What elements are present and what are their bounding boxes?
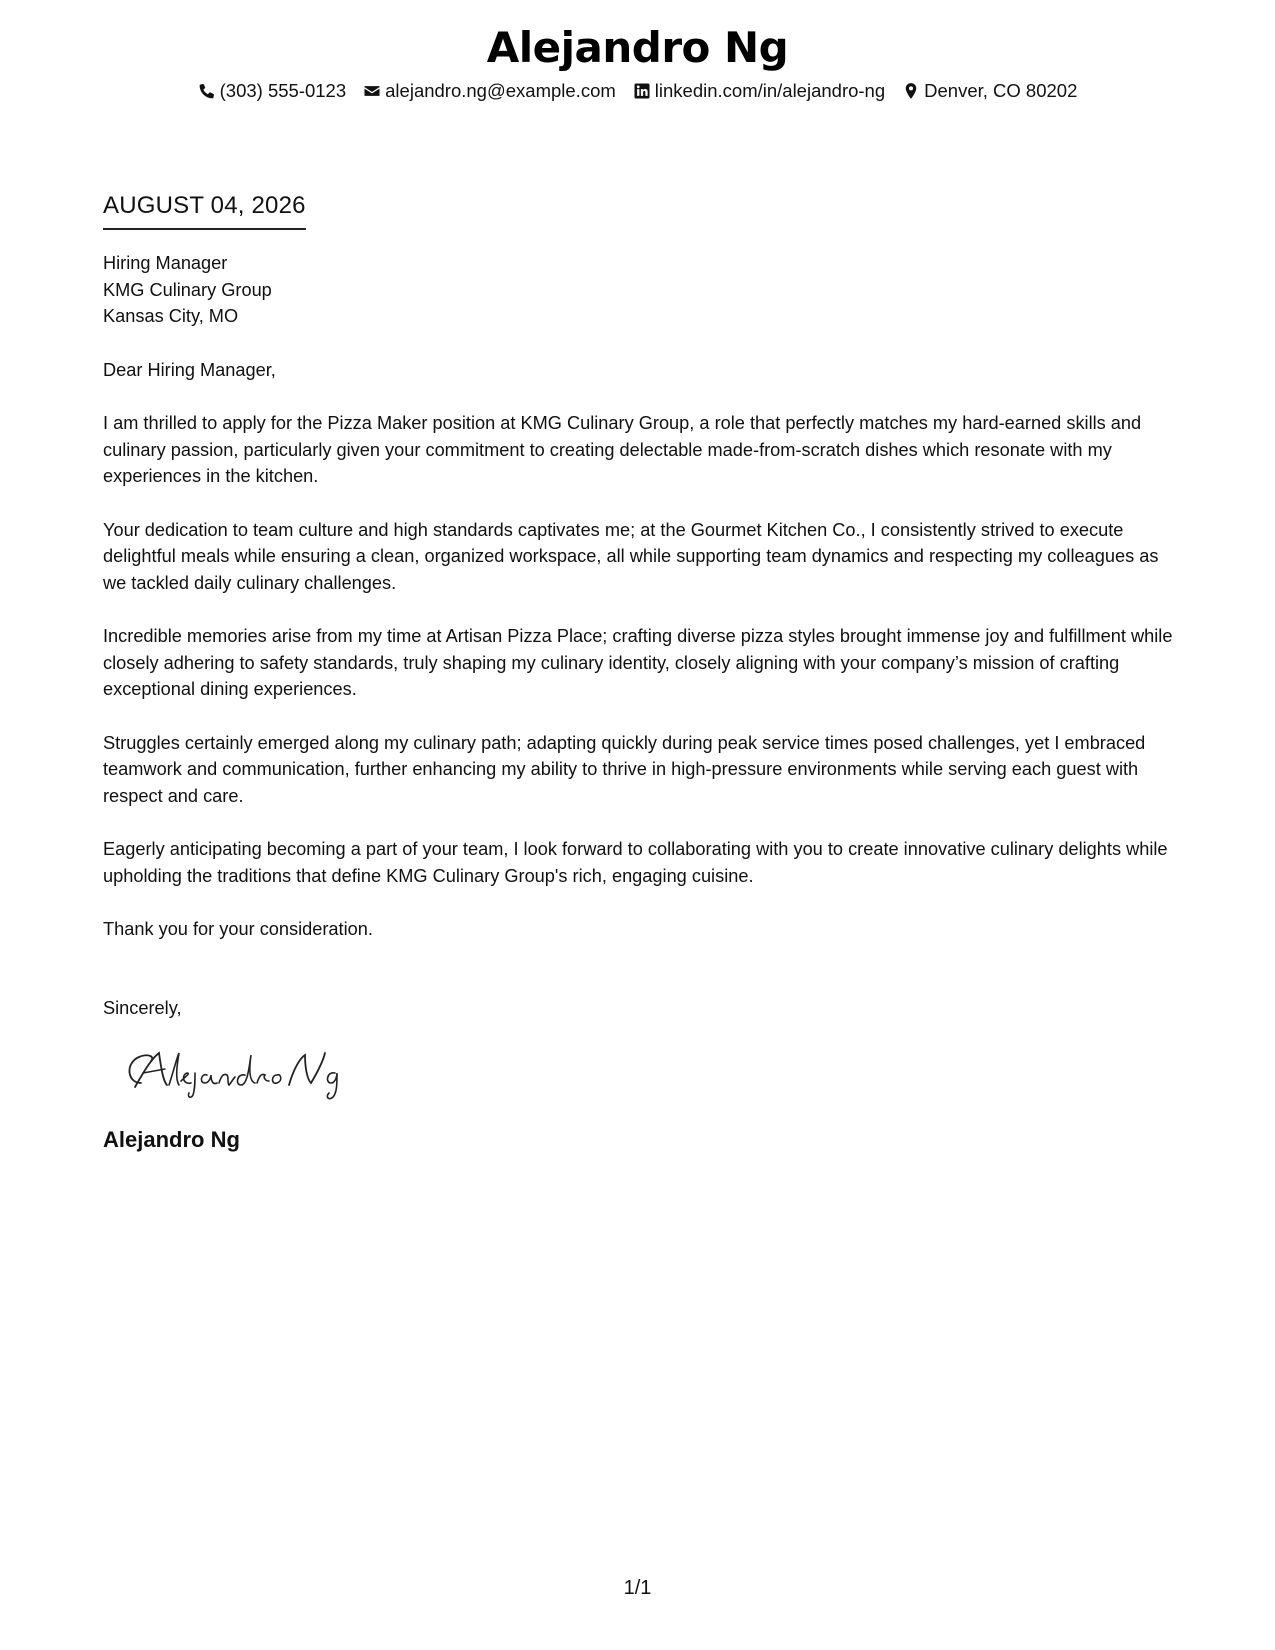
- recipient-city: Kansas City, MO: [103, 306, 239, 326]
- location-text: Denver, CO 80202: [924, 80, 1078, 101]
- linkedin-text: linkedin.com/in/alejandro-ng: [654, 80, 886, 101]
- closing-line: Sincerely,: [103, 997, 182, 1018]
- email-text: alejandro.ng@example.com: [385, 80, 616, 101]
- thank-you-line: Thank you for your consideration.: [103, 919, 373, 939]
- recipient-company: KMG Culinary Group: [103, 279, 272, 300]
- map-marker-icon: [902, 82, 920, 100]
- body-paragraph-4: Struggles certainly emerged along my culinary path; adapting quickly during peak service times posed challenges, yet I embraced teamwork and communication, further enhancing my ability to thrive in high-pressure environments while serving each guest with respect and care.: [103, 732, 1146, 806]
- contact-location: [902, 78, 1077, 104]
- body-paragraph-3: Incredible memories arise from my time at Artisan Pizza Place; crafting diverse pizza styles brought immense joy and fulfillment while closely adhering to safety standards, truly shaping my culinary identity, closely aligning with your company’s mission of crafting exceptional dining experiences.: [103, 626, 1173, 699]
- body-paragraph-2: Your dedication to team culture and high standards captivates me; at the Gourmet Kitchen Co., I consistently strived to execute delightful meals while ensuring a clean, organized workspace, all while supporting team dynamics and respecting my colleagues as we tackled daily culinary challenges.: [103, 519, 1159, 593]
- letter-body: [103, 250, 1183, 1155]
- contact-bar: [0, 78, 1275, 104]
- body-paragraph-5: Eagerly anticipating becoming a part of your team, I look forward to collaborating with you to create innovative culinary delights while upholding the traditions that define KMG Culinary Group's rich, engaging cuisine.: [103, 839, 1168, 886]
- linkedin-icon: [633, 82, 651, 100]
- recipient-title: Hiring Manager: [103, 253, 228, 273]
- handwritten-signature: [121, 1043, 351, 1103]
- letter-date: AUGUST 04, 2026: [103, 190, 306, 230]
- page-number: 1/1: [623, 1577, 652, 1599]
- phone-text: (303) 555-0123: [219, 80, 347, 101]
- contact-phone: [198, 78, 347, 104]
- applicant-name-heading: Alejandro Ng: [486, 23, 789, 72]
- envelope-icon: [363, 82, 381, 100]
- phone-icon: [198, 82, 216, 100]
- contact-email[interactable]: [363, 78, 616, 104]
- salutation: Dear Hiring Manager,: [103, 359, 276, 380]
- recipient-block: [103, 250, 1183, 330]
- signer-name: Alejandro Ng: [103, 1126, 240, 1152]
- contact-linkedin[interactable]: [633, 78, 885, 104]
- body-paragraph-1: I am thrilled to apply for the Pizza Maker position at KMG Culinary Group, a role that perfectly matches my hard-earned skills and culinary passion, particularly given your commitment to creating delectable made-from-scratch dishes which resonate with my experiences in the kitchen.: [103, 413, 1142, 486]
